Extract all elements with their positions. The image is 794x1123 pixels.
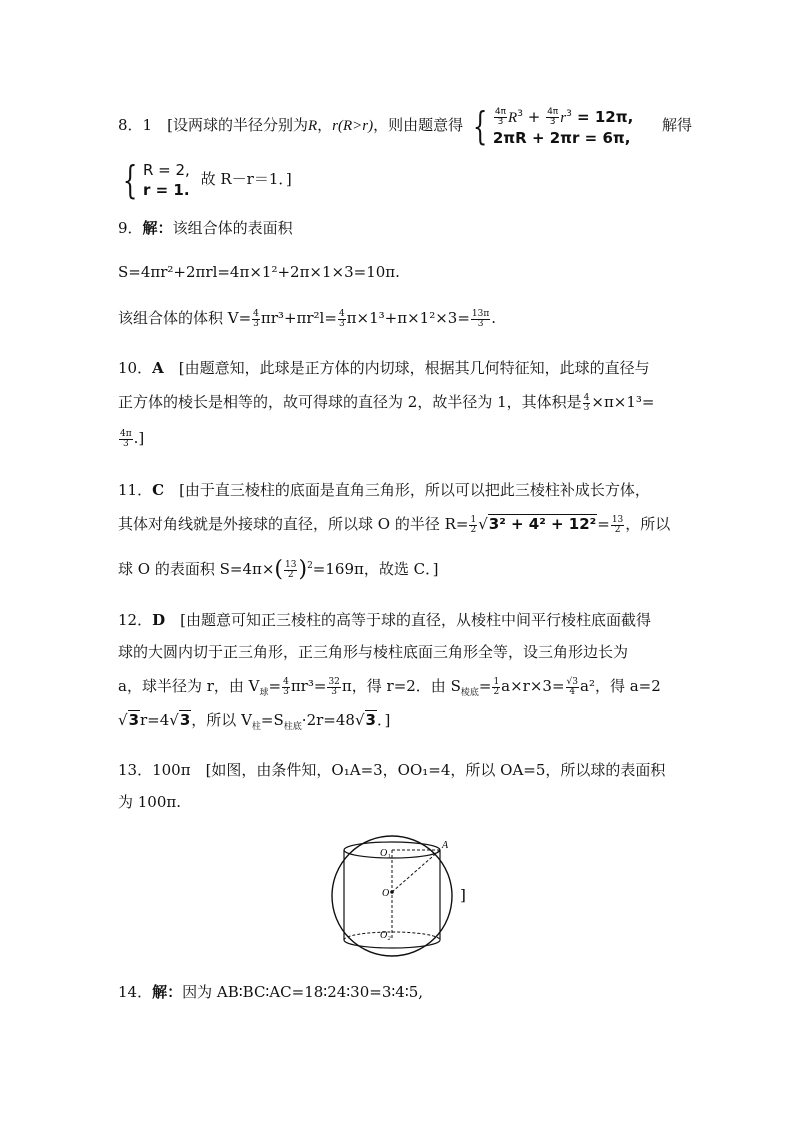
label-o2: O₂ bbox=[380, 930, 391, 941]
p10-line3: $\frac{4\pi}{3}$ .] bbox=[120, 428, 145, 449]
p14-line1: 14．解：因为 AB∶BC∶AC=18∶24∶30=3∶4∶5, bbox=[118, 983, 424, 1001]
p12-line2: 球的大圆内切于正三角形，正三角形与棱柱底面三角形全等，设三角形边长为 bbox=[118, 643, 629, 661]
p11-line1: 11．C [由于直三棱柱的底面是直角三角形，所以可以把此三棱柱补成长方体， bbox=[118, 481, 650, 499]
p8-line1: 8．1 [设两球的半径分别为R，r(R>r)，则由题意得 { $\frac{4\pi}{3}$ $R^3$ + $\frac{4\pi}{3}$ $r^3 = 12\pi$, 2πR + 2πr = 6π, 解得 bbox=[118, 104, 693, 148]
p12-line1: 12．D [由题意可知正三棱柱的高等于球的直径，从棱柱中间平行棱柱底面截得 bbox=[118, 611, 651, 629]
closing-bracket: ] bbox=[460, 886, 466, 904]
p10-line1: 10．A [由题意知，此球是正方体的内切球，根据其几何特征知，此球的直径与 bbox=[118, 359, 650, 377]
p8-line2: { R = 2, r = 1. 故 R－r＝1．] bbox=[122, 158, 292, 202]
left-brace: { bbox=[472, 104, 488, 148]
p10-line2: 正方体的棱长是相等的，故可得球的直径为 2，故半径为 1，其体积是 $\frac{4}{3}$ ×π×1³= bbox=[118, 392, 655, 413]
p11-line2: 其体对角线就是外接球的直径，所以球 O 的半径 R= $\frac{1}{2}$ √3² + 4² + 12²= $\frac{13}{2}$ ，所以 bbox=[118, 514, 671, 535]
p9-surface-formula: S=4πr²+2πrl=4π×1²+2π×1×3=10π. bbox=[118, 263, 400, 281]
cylinder-bottom-front bbox=[344, 940, 440, 948]
radius-oa bbox=[392, 850, 440, 892]
sphere-cylinder-figure bbox=[330, 828, 480, 968]
label-o: O bbox=[382, 888, 390, 899]
p12-line4: √3r=4√3，所以 $V_柱=S_{柱底}\cdot 2r=48√3$．] bbox=[118, 711, 391, 732]
equation-system: $\frac{4\pi}{3}$ $R^3$ + $\frac{4\pi}{3}$ $r^3 = 12\pi$, 2πR + 2πr = 6π, bbox=[492, 107, 634, 147]
label-a: A bbox=[442, 840, 449, 851]
center-point bbox=[390, 890, 394, 894]
p13-line1: 13．100π [如图，由条件知，O₁A=3，OO₁=4，所以 OA=5，所以球的表面积 bbox=[118, 761, 666, 779]
p9-line1: 9．解：该组合体的表面积 bbox=[118, 219, 293, 237]
p13-line2: 为 100π. bbox=[118, 793, 182, 811]
p12-line3: a，球半径为 r，由 $V_球=$ $\frac{4}{3}$ πr³= $\frac{32}{3}$ π，得 r=2．由 $S_{棱底}=$ $\frac{1}{2}$ a×r×3= $\frac{√3}{4}$ a²，得 a=2 bbox=[118, 676, 661, 698]
p9-volume-formula: 该组合体的体积 V= $\frac{4}{3}$ πr³+πr²l= $\frac{4}{3}$ π×1³+π×1²×3= $\frac{13\pi}{3}$ . bbox=[118, 308, 497, 329]
label-o1: O₁ bbox=[380, 848, 391, 859]
left-brace: { bbox=[122, 158, 138, 202]
p11-line3: 球 O 的表面积 S=4π×( $\frac{13}{2}$ )$^2$=169π，故选 C．] bbox=[118, 557, 439, 582]
